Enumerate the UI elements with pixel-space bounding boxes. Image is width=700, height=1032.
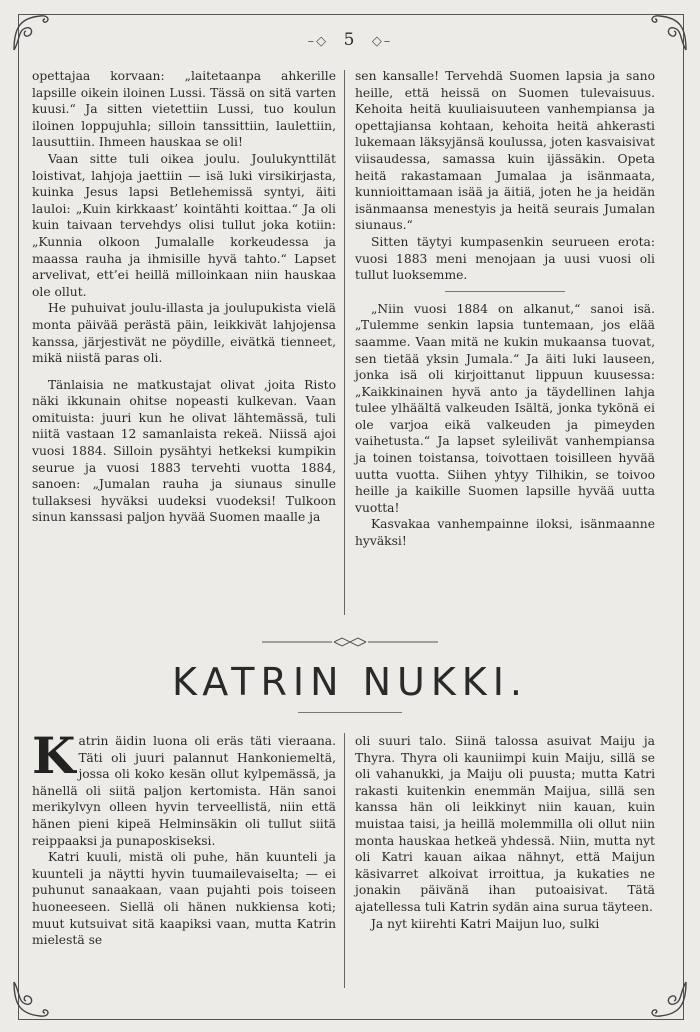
drop-cap: K <box>32 726 76 785</box>
paragraph: Vaan sitte tuli oikea joulu. Joulukynttilät loistivat, lahjoja jaettiin — isä luki virsikirjasta, kuinka Jesus lapsi Betlehemissä syntyi, äiti lauloi: „Kuin kirkkaast’ kointähti koittaa.“ Ja oli kuin taivaan tervehdys olisi tullut joka kotiin: „Kunnia olkoon Jumalalle korkeudessa ja maassa rauha ja ihmisille hyvä tahto.“ Lapset arvelivat, ett’ei heillä milloinkaan niin hauskaa ole ollut. <box>32 151 336 299</box>
paragraph: He puhuivat joulu-illasta ja joulupukista vielä monta päivää perästä päin, leikkivät lahjojensa kanssa, järjestivät ne pöydille, eivätkä tienneet, mikä niistä paras oli. <box>32 301 336 366</box>
page-number-header <box>0 30 700 50</box>
column-rule-top <box>344 70 345 615</box>
paragraph: Sitten täytyi kumpasenkin seurueen erota: vuosi 1883 meni menojaan ja uusi vuosi oli tullut luoksemme. <box>355 234 655 283</box>
page-number: 5 <box>343 30 357 50</box>
corner-ornament-bottom-right <box>646 978 690 1022</box>
paragraph: Ja nyt kiirehti Katri Maijun luo, sulki <box>371 916 600 931</box>
paragraph: Katri kuuli, mistä oli puhe, hän kuunteli ja kuunteli ja näytti hyvin tuumailevaiselta; — ei puhunut sanaakaan, vaan pujahti pois toiseen huoneeseen. Siellä oli hänen nukkiensa koti; muut kutsuivat sitä kaapiksi vaan, mutta Katrin mielestä se <box>32 850 336 948</box>
paragraph: opettajaa korvaan: „laitetaanpa ahkerille lapsille oikein iloinen Lussi. Tässä on sitä varten kuusi.“ Ja sitten vietettiin Lussi, tuo koulun iloinen loppujuhla; silloin tanssittiin, laulettiin, lausuttiin. Ihmeen hauskaa se oli! <box>32 69 336 150</box>
story1-column-right <box>355 68 655 550</box>
story2-column-right <box>355 733 655 932</box>
corner-ornament-bottom-left <box>10 978 54 1022</box>
paragraph: oli suuri talo. Siinä talossa asuivat Maiju ja Thyra. Thyra oli kauniimpi kuin Maiju, sillä se oli vahanukki, ja Maiju oli puusta; mutta Katri rakasti kuitenkin enemmän Maijua, sillä sen kanssa hän oli leikkinyt niin kauan, kuin muistaa taisi, ja heillä molemmilla oli ollut niin monta hauskaa hetkeä yhdessä. Niin, mutta nyt oli Katri kauan aikaa nähnyt, että Maijun käsivarret alkoivat irroittua, ja kukaties ne jonakin päivänä ihan putoaisivat. Tätä ajatellessa tuli Katrin sydän aina surua täyteen. <box>355 734 655 914</box>
page-number-ornament-left: –◇ <box>307 34 329 49</box>
ornamental-divider <box>262 637 438 647</box>
paragraph-text: atrin äidin luona oli eräs täti vieraana. Täti oli juuri palannut Hankoniemeltä, jossa oli koko kesän ollut kylpemässä, ja hänellä oli siitä paljon kertomista. Hän sanoi merikylvyn olleen hyvin terveellistä, niin että hänen pieni kipeä Helminsäkin oli tullut siitä reippaaksi ja punaposkiseksi. <box>32 734 336 848</box>
story-title: KATRIN NUKKI. <box>172 660 528 704</box>
paragraph: Kasvakaa vanhempainne iloksi, isänmaanne hyväksi! <box>355 517 655 549</box>
section-rule <box>445 291 565 292</box>
story1-column-left <box>32 68 336 526</box>
paragraph: „Niin vuosi 1884 on alkanut,“ sanoi isä. „Tulemme senkin lapsia tuntemaan, jos elää saamme. Vaan mitä ne kukin mukaansa tuovat, sen tietää yksin Jumala.“ Ja äiti luki lauseen, jonka isä oli kirjoittanut lippuun kuusessa: „Kaikkinainen hyvä anto ja täydellinen lahja tulee ylhäältä valkeuden Isältä, jonka tykönä ei ole varjoa eikä valkeuden ja pimeyden vaihetusta.“ Ja lapset syleilivät vanhempiansa ja toinen toistansa, toivottaen toisilleen hyvää uutta vuotta. Siihen yhtyy Tilhikin, se toivoo heille ja kaikille Suomen lapsille hyvää uutta vuotta! <box>355 301 655 515</box>
story2-column-left <box>32 726 336 949</box>
paragraph <box>32 726 336 849</box>
title-rule <box>298 712 402 713</box>
page-number-ornament-right: ◇– <box>371 34 393 49</box>
paragraph: sen kansalle! Tervehdä Suomen lapsia ja sano heille, että heissä on Suomen tulevaisuus. Kehoita heitä kuuliaisuuteen vanhempiansa ja opettajiansa kohtaan, kehoita heitä ahkerasti lukemaan läksyjänsä koulussa, joten kasvaisivat viisaudessa, samassa kuin ijässäkin. Opeta heitä rakastamaan Jumalaa ja isänmaata, kunnioittamaan isää ja äitiä, joten he ja heidän isänmaansa menestyis ja heitä seurais Jumalan siunaus.“ <box>355 69 655 233</box>
column-rule-bottom <box>344 733 345 988</box>
paragraph: Tänlaisia ne matkustajat olivat ,joita Risto näki ikkunain ohitse nopeasti kulkevan. Vaan omituista: juuri kun he olivat lähtemässä, tuli niitä vastaan 12 samanlaista rekeä. Niissä ajoi vuosi 1884. Silloin pysähtyi hetkeksi kumpikin seurue ja vuosi 1883 tervehti vuotta 1884, sanoen: „Jumalan rauha ja siunaus sinulle tullaksesi hyväksi uudeksi vuodeksi! Tulkoon sinun kanssasi paljon hyvää Suomen maalle ja <box>32 377 336 525</box>
